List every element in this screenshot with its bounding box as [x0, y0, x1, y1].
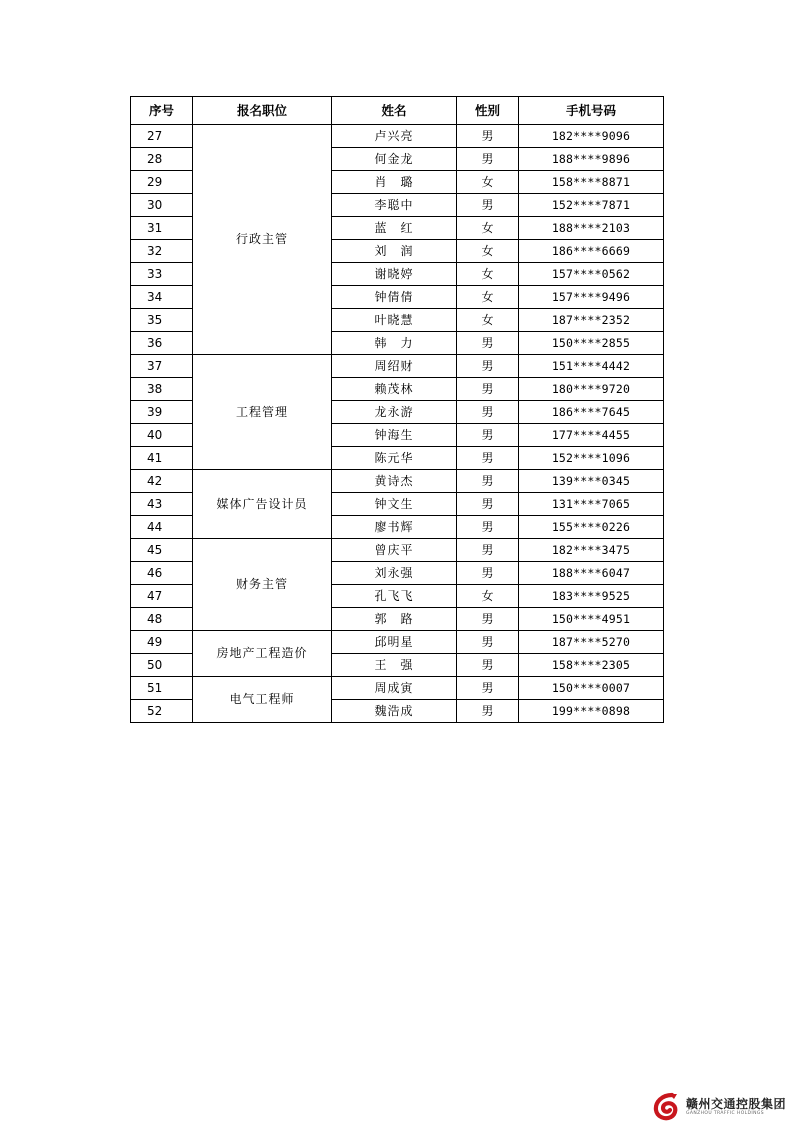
cell-gender: 男	[457, 562, 519, 585]
header-name: 姓名	[332, 97, 457, 125]
cell-gender: 男	[457, 608, 519, 631]
cell-phone: 182****3475	[519, 539, 664, 562]
cell-gender: 女	[457, 286, 519, 309]
cell-gender: 男	[457, 677, 519, 700]
company-name: 赣州交通控股集团	[686, 1097, 787, 1111]
cell-seq: 33	[131, 263, 193, 286]
cell-seq: 44	[131, 516, 193, 539]
cell-gender: 女	[457, 585, 519, 608]
cell-seq: 42	[131, 470, 193, 493]
cell-name: 钟倩倩	[332, 286, 457, 309]
cell-gender: 男	[457, 378, 519, 401]
cell-phone: 188****2103	[519, 217, 664, 240]
applicant-table	[130, 96, 664, 723]
cell-name: 周绍财	[332, 355, 457, 378]
cell-name: 邱明星	[332, 631, 457, 654]
cell-phone: 183****9525	[519, 585, 664, 608]
cell-phone: 157****0562	[519, 263, 664, 286]
cell-position: 房地产工程造价	[193, 631, 332, 677]
table-row	[131, 125, 664, 148]
cell-seq: 45	[131, 539, 193, 562]
table-row	[131, 355, 664, 378]
cell-name: 孔飞飞	[332, 585, 457, 608]
cell-name: 谢晓婷	[332, 263, 457, 286]
cell-gender: 男	[457, 148, 519, 171]
cell-name: 廖书辉	[332, 516, 457, 539]
cell-seq: 39	[131, 401, 193, 424]
cell-name: 郭 路	[332, 608, 457, 631]
cell-name: 龙永游	[332, 401, 457, 424]
cell-position: 媒体广告设计员	[193, 470, 332, 539]
cell-seq: 51	[131, 677, 193, 700]
cell-phone: 150****2855	[519, 332, 664, 355]
cell-name: 卢兴亮	[332, 125, 457, 148]
cell-seq: 35	[131, 309, 193, 332]
cell-gender: 女	[457, 217, 519, 240]
cell-gender: 男	[457, 470, 519, 493]
cell-name: 赖茂林	[332, 378, 457, 401]
cell-seq: 47	[131, 585, 193, 608]
cell-seq: 27	[131, 125, 193, 148]
cell-name: 王 强	[332, 654, 457, 677]
cell-phone: 187****2352	[519, 309, 664, 332]
cell-phone: 182****9096	[519, 125, 664, 148]
cell-phone: 180****9720	[519, 378, 664, 401]
company-logo-icon	[652, 1091, 682, 1121]
cell-gender: 男	[457, 654, 519, 677]
cell-gender: 女	[457, 171, 519, 194]
cell-seq: 28	[131, 148, 193, 171]
cell-position: 电气工程师	[193, 677, 332, 723]
cell-gender: 男	[457, 194, 519, 217]
cell-gender: 男	[457, 700, 519, 723]
cell-phone: 177****4455	[519, 424, 664, 447]
cell-phone: 186****6669	[519, 240, 664, 263]
header-position: 报名职位	[193, 97, 332, 125]
cell-position: 工程管理	[193, 355, 332, 470]
header-phone: 手机号码	[519, 97, 664, 125]
cell-name: 黄诗杰	[332, 470, 457, 493]
cell-name: 肖 璐	[332, 171, 457, 194]
cell-name: 刘 润	[332, 240, 457, 263]
cell-seq: 43	[131, 493, 193, 516]
cell-name: 钟海生	[332, 424, 457, 447]
cell-seq: 36	[131, 332, 193, 355]
cell-phone: 155****0226	[519, 516, 664, 539]
table-row	[131, 539, 664, 562]
cell-seq: 52	[131, 700, 193, 723]
cell-phone: 188****6047	[519, 562, 664, 585]
cell-position: 财务主管	[193, 539, 332, 631]
cell-seq: 34	[131, 286, 193, 309]
cell-phone: 186****7645	[519, 401, 664, 424]
cell-seq: 37	[131, 355, 193, 378]
cell-seq: 48	[131, 608, 193, 631]
cell-gender: 女	[457, 309, 519, 332]
table-row	[131, 470, 664, 493]
cell-gender: 男	[457, 493, 519, 516]
company-logo	[652, 1091, 794, 1123]
cell-phone: 199****0898	[519, 700, 664, 723]
cell-seq: 29	[131, 171, 193, 194]
cell-gender: 男	[457, 424, 519, 447]
cell-seq: 32	[131, 240, 193, 263]
cell-gender: 男	[457, 447, 519, 470]
cell-gender: 男	[457, 125, 519, 148]
cell-name: 周成寅	[332, 677, 457, 700]
table-row	[131, 677, 664, 700]
cell-name: 李聪中	[332, 194, 457, 217]
cell-name: 何金龙	[332, 148, 457, 171]
cell-seq: 49	[131, 631, 193, 654]
cell-gender: 女	[457, 240, 519, 263]
cell-gender: 男	[457, 539, 519, 562]
cell-seq: 30	[131, 194, 193, 217]
table-header-row	[131, 97, 664, 125]
header-seq: 序号	[131, 97, 193, 125]
cell-seq: 40	[131, 424, 193, 447]
cell-gender: 男	[457, 355, 519, 378]
cell-phone: 150****0007	[519, 677, 664, 700]
cell-name: 刘永强	[332, 562, 457, 585]
cell-gender: 男	[457, 631, 519, 654]
cell-seq: 41	[131, 447, 193, 470]
cell-name: 曾庆平	[332, 539, 457, 562]
cell-phone: 131****7065	[519, 493, 664, 516]
cell-phone: 158****8871	[519, 171, 664, 194]
cell-gender: 女	[457, 263, 519, 286]
cell-phone: 187****5270	[519, 631, 664, 654]
cell-phone: 152****7871	[519, 194, 664, 217]
cell-gender: 男	[457, 332, 519, 355]
cell-phone: 157****9496	[519, 286, 664, 309]
cell-seq: 31	[131, 217, 193, 240]
cell-name: 钟文生	[332, 493, 457, 516]
cell-phone: 139****0345	[519, 470, 664, 493]
cell-name: 韩 力	[332, 332, 457, 355]
cell-seq: 46	[131, 562, 193, 585]
table-body	[131, 125, 664, 723]
cell-phone: 150****4951	[519, 608, 664, 631]
cell-name: 陈元华	[332, 447, 457, 470]
cell-name: 魏浩成	[332, 700, 457, 723]
cell-seq: 50	[131, 654, 193, 677]
cell-phone: 151****4442	[519, 355, 664, 378]
cell-seq: 38	[131, 378, 193, 401]
header-gender: 性别	[457, 97, 519, 125]
cell-gender: 男	[457, 516, 519, 539]
cell-name: 蓝 红	[332, 217, 457, 240]
cell-gender: 男	[457, 401, 519, 424]
company-name-english: GANZHOU TRAFFIC HOLDINGS	[686, 1111, 765, 1116]
cell-phone: 188****9896	[519, 148, 664, 171]
cell-phone: 158****2305	[519, 654, 664, 677]
table-row	[131, 631, 664, 654]
cell-name: 叶晓慧	[332, 309, 457, 332]
cell-phone: 152****1096	[519, 447, 664, 470]
cell-position: 行政主管	[193, 125, 332, 355]
